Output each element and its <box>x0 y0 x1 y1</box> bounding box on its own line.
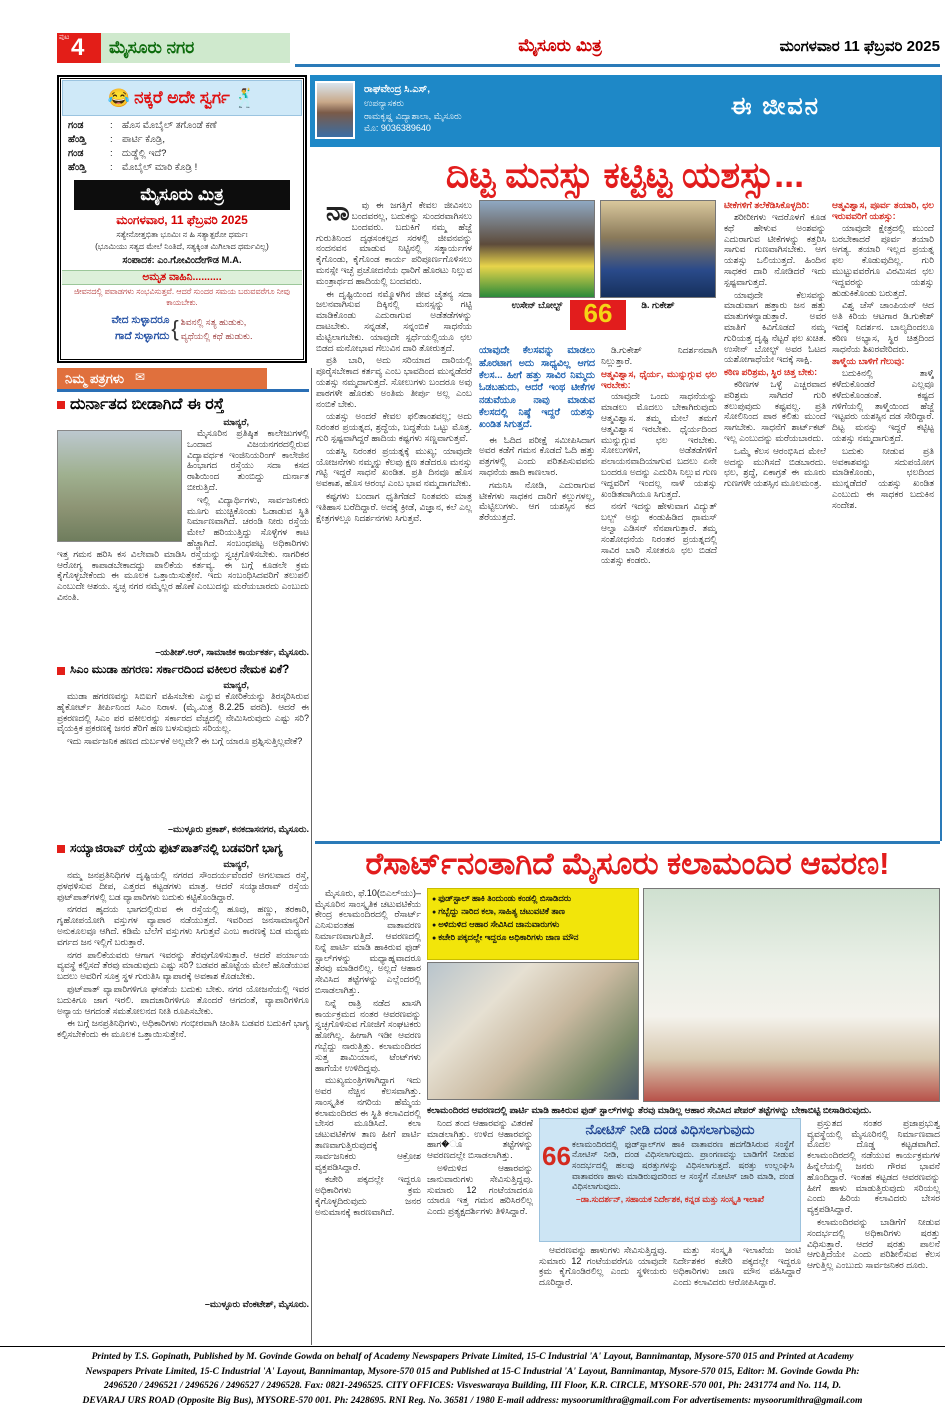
quote-signature: –ಡಾ.ಸುದರ್ಶನ್, ಸಹಾಯಕ ನಿರ್ದೇಶಕ, ಕನ್ನಡ ಮತ್ತು ಸಂಸ್ಕೃತಿ ಇಲಾಖೆ <box>576 1193 764 1204</box>
bullets-and-photo-block <box>427 888 639 1102</box>
quote-block <box>539 1118 801 1336</box>
shloka-meaning: (ಭೂಮಿಯು ಸತ್ಯದ ಮೇಲೆ ನಿಂತಿದೆ, ಸತ್ಯಕ್ಕಿಂತ ಮಿಗಿಲಾದ ಧರ್ಮವಿಲ್ಲ) <box>95 242 269 252</box>
paragraph: ಮೈಸೂರಿನ ಪ್ರತಿಷ್ಠಿತ ಕಾಲೇಜುಗಳಲ್ಲಿ ಒಂದಾದ ವಿಜಯನಗರದಲ್ಲಿರುವ ವಿದ್ಯಾವರ್ಧಕ ಇಂಜಿನಿಯರಿಂಗ್ ಕಾಲೇಜಿನ ಹಿಂಭಾಗದ ರಸ್ತೆಯು ಸದಾ ಕಸದ ರಾಶಿಯಿಂದ ತುಂಬಿದ್ದು ದುರ್ನಾತ ಬೀರುತ್ತಿದೆ. <box>187 428 309 492</box>
colon: : <box>110 120 113 131</box>
pull-quote: ಯಾವುದೇ ಕೆಲಸವನ್ನು ಮಾಡಲು ಹೊರಟಾಗ ಅದು ಸಾಧ್ಯವಿಲ್ಲ ಆಗದ ಕೆಲಸ... ಹೀಗೆ ಹತ್ತು ಸಾವಿರ ನಿಮ್ಮದು ಓಡಬಹುದು, ಆದರೆ ಇಂಥ ಟೀಕೆಗಳ ನಡುವೆಯೂ ನಾವು ಮಾಡುವ ಕೆಲಸದಲ್ಲಿ ನಿಷ್ಠೆ ಇದ್ದರೆ ಯಶಸ್ಸು ಖಂಡಿತ ಸಿಗುತ್ತದೆ. <box>479 345 595 431</box>
column5-text-b <box>832 368 934 510</box>
envelope-icon: ✉ <box>135 370 146 384</box>
joke-line <box>68 134 296 145</box>
article-subhead: ಕಠಿಣ ಪರಿಶ್ರಮ, ಸ್ಥಿರ ಚಿತ್ತ ಬೇಕು: <box>724 367 818 378</box>
shloka-line: ಸತ್ಯೇನೋತ್ತಭಿತಾ ಭೂಮಿಃ ನ ಹಿ ಸತ್ಯಾತ್ಪರೋ ಧರ್ಮಃ <box>116 230 248 239</box>
author-org: ರಾಮಕೃಷ್ಣ ವಿದ್ಯಾಶಾಲಾ, ಮೈಸೂರು <box>364 110 462 121</box>
paragraph: ● ಗಬ್ಬೆದ್ದು ನಾರಿದ ಕಲಾ, ಸಾಹಿತ್ಯ ಚಟುವಟಿಕೆ ತಾಣ <box>432 905 634 918</box>
vertical-divider <box>311 368 312 1345</box>
letter-title: ಸಿಎಂ ಮುಡಾ ಹಗರಣ: ಸರ್ಕಾರದಿಂದ ವಕೀಲರ ನೇಮಕ ಏಕೆ? <box>70 664 290 676</box>
paragraph: ಗಮನಿಸಿ ನೋಡಿ, ಎದುರಾಗುವ ಟೀಕೆಗಳು ಸಾಧಕನ ದಾರಿಗೆ ಕಲ್ಲುಗಳಲ್ಲ, ಮೆಟ್ಟಿಲುಗಳು. ಆಗ ಯಶಸ್ಸಿನ ಕದ ತೆರೆಯುತ್ತದೆ. <box>479 479 595 523</box>
article-subhead: ಆತ್ಮವಿಶ್ವಾಸ, ಪೂರ್ವ ತಯಾರಿ, ಛಲ ಇರುವವರಿಗೆ ಯಶಸ್ಸು: <box>832 200 934 221</box>
veda-line2: ಗಾದೆ ಸುಳ್ಳಾಗದು <box>115 330 170 343</box>
header-section-title: ಮೈಸೂರು ನಗರ <box>109 38 195 57</box>
masthead-center: ಮೈಸೂರು ಮಿತ್ರ <box>518 36 602 55</box>
article-middle-block <box>479 200 717 818</box>
red-square-bullet-icon <box>57 845 65 853</box>
paragraph: ಅಳಿದುಳಿದ ಆಹಾರವನ್ನು ಜಾನುವಾರುಗಳು ಸೇವಿಸುತ್ತಿದ್ದವು. ಸುಮಾರು 12 ಗಂಟೆಯಾದರೂ ಯಾರೂ ಇತ್ತ ಗಮನ ಹರಿಸಿರಲಿಲ್ಲ ಎಂದು ಪ್ರತ್ಯಕ್ಷದರ್ಶಿಗಳು ತಿಳಿಸಿದ್ದಾರೆ. <box>427 1162 533 1217</box>
letter-title-row <box>57 664 309 677</box>
joke-line <box>68 120 296 131</box>
speaker-label: ಗಂಡ <box>68 120 84 131</box>
column4-text-a <box>724 212 826 365</box>
colon: : <box>110 162 113 173</box>
article-subhead: ಆತ್ಮವಿಶ್ವಾಸ, ಧೈರ್ಯ, ಮುನ್ನುಗ್ಗುವ ಛಲ ಇರಬೇಕು: <box>601 368 717 390</box>
amrita-text: ಜೀವನದಲ್ಲಿ ಪವಾಡಗಳು ಸಂಭವಿಸುತ್ತವೆ. ಆದರೆ ಸುಂದರ ಸಮಯ ಬರುವವರೆಗೂ ನೀವು ಕಾಯಬೇಕು. <box>73 286 291 307</box>
joke-dialog <box>62 116 302 178</box>
column4-text-b <box>724 379 826 489</box>
page-number-box <box>57 33 101 63</box>
paragraph: ಈ ದೃಷ್ಟಿಯಿಂದ ನಮ್ಮೊಳಗಿನ ಜೀವ ಚೈತನ್ಯ ಸದಾ ಜಲನವಾಗಿಸುವ ದಿಕ್ಕಿನಲ್ಲಿ ಮನಸ್ಸನ್ನು ಗಟ್ಟಿ ಮಾಡಿಕೊಂಡು ಎದುರಾಗುವ ಅಡೆತಡೆಗಳನ್ನು ದಾಟಬೇಕು. ಸನ್ನಡತೆ, ಸನ್ನಂಬಿಕೆ ಸಾಧನೆಯ ಮೆಟ್ಟಿಲಾಗಬೇಕು. ಯಾವುದೇ ಸ್ಪರ್ಧೆಯಲ್ಲಿಯೂ ಛಲ ಬಿಡದ ಮನೋಭಾವ ಗೆಲುವಿನ ದಾರಿ ತೋರುತ್ತದೆ. <box>316 288 472 353</box>
veda-line1: ವೇದ ಸುಳ್ಳಾದರೂ <box>111 314 170 327</box>
middle-columns <box>479 345 717 797</box>
veda-labels <box>112 313 170 345</box>
paragraph: ಕಠಿಣಗಳ ಒಳ್ಳೆ ಎಚ್ಚರವಾದ ಪರಿಶ್ರಮ ಸಾಗಿದರೆ ಗುರಿ ತಲುಪುವುದು ಕಷ್ಟವಲ್ಲ. ಪ್ರತಿ ಸೋಲಿನಿಂದ ಪಾಠ ಕಲಿತು ಮುಂದೆ ಸಾಗಬೇಕು. ಸಾಧನೆಗೆ ಶಾರ್ಟ್‌ಕಟ್ ಇಲ್ಲ ಎಂಬುದನ್ನು ಮರೆಯಬಾರದು. <box>724 378 826 443</box>
letters-section <box>57 368 309 1345</box>
paragraph: ಬದುಕು ನೀಡುವ ಪ್ರತಿ ಅವಕಾಶವನ್ನು ಸದುಪಯೋಗ ಮಾಡಿಕೊಂಡು, ಛಲದಿಂದ ಮುನ್ನಡೆದರೆ ಯಶಸ್ಸು ಖಂಡಿತ ಎಂಬುದು ಈ ಸಾಧಕರ ಬದುಕಿನ ಸಂದೇಶ. <box>832 445 934 510</box>
dialog-text: ದುಡ್ಡೆಲ್ಲಿ ಇದೆ? <box>122 148 167 159</box>
horizontal-divider <box>315 841 940 844</box>
letter-title: ಸಯ್ಯಾಜಿರಾವ್ ರಸ್ತೆಯ ಫುಟ್‌ಪಾತ್‌ನಲ್ಲಿ ಬಡವರಿಗೆ ಭಾಗ್ಯ <box>70 841 283 855</box>
box-date: ಮಂಗಳವಾರ, 11 ಫೆಬ್ರವರಿ 2025 <box>116 213 248 227</box>
paragraph: ನನಗೆ ಇದನ್ನು ಹೇಳುವಾಗ ವಿದ್ಯುತ್ ಬಲ್ಬ್ ಅನ್ನು ಕಂಡುಹಿಡಿದ ಥಾಮಸ್ ಆಲ್ವಾ ಎಡಿಸನ್ ನೆನಪಾಗುತ್ತಾರೆ. ತಮ್ಮ ಸಂಶೋಧನೆಯ ನಿರಂತರ ಪ್ರಯತ್ನದಲ್ಲಿ ಸಾವಿರ ಬಾರಿ ಸೋತರೂ ಛಲ ಬಿಡದೆ ಯಶಸ್ಸು ಕಂಡರು. <box>601 501 717 566</box>
paragraph: ಮತ್ತು ಸಂಸ್ಕೃತಿ ಇಲಾಖೆಯ ಜಂಟಿ ನಿರ್ದೇಶಕರ ಕಚೇರಿ ಪಕ್ಕದಲ್ಲೇ ಇದ್ದರೂ ಅಧಿಕಾರಿಗಳು ಜಾಣ ಮೌನ ವಹಿಸಿದ್ದಾರೆ ಎಂದು ಕಲಾವಿದರು ಆರೋಪಿಸಿದ್ದಾರೆ. <box>673 1244 801 1288</box>
below-quote-col1 <box>539 1245 667 1333</box>
paragraph: ಮೈಸೂರು, ಫೆ.10(ಬಿಎಲ್‌ಯು)– ಮೈಸೂರಿನ ಸಾಂಸ್ಕೃತಿಕ ಚಟುವಟಿಕೆಯ ಕೇಂದ್ರ ಕಲಾಮಂದಿರದಲ್ಲಿ ರೆಸಾರ್ಟ್ ಎನಿಸುವಂತಹ ವಾತಾವರಣ ನಿರ್ಮಾಣವಾಗುತ್ತಿದೆ. ಆವರಣದಲ್ಲಿ ನಿನ್ನೆ ಪಾರ್ಟಿ ಮಾಡಿ ಹಾಕಿರುವ ಫುಡ್ ಸ್ಟಾಲ್‌ಗಳನ್ನು ಮಧ್ಯಾಹ್ನವಾದರೂ ತೆರವು ಮಾಡಿರಲಿಲ್ಲ. ಅಲ್ಲದೆ ಆಹಾರ ಸೇವಿಸಿದ ತಟ್ಟೆಗಳನ್ನು ಎಲ್ಲೆಂದರಲ್ಲಿ ಬಿಸಾಡಲಾಗಿತ್ತು. <box>315 887 421 995</box>
photo-frame <box>479 200 595 311</box>
imprint-line: 2496520 / 2496521 / 2496526 / 2496527 / 2496528. Fax: 0821-2496525. CITY OFFICES: Visveswaraya Building, III Floor, K.R. CIRCLE, MYSORE-570 001, Ph: 2431774 and No. 114, D. <box>103 1381 842 1392</box>
bottom-right-area <box>427 888 940 1338</box>
paragraph: ಮುಡಾ ಹಗರಣವನ್ನು ಸಿಬಿಐಗೆ ವಹಿಸಬೇಕು ಎನ್ನುವ ಕೋರಿಕೆಯನ್ನು ತಿರಸ್ಕರಿಸಿರುವ ಹೈಕೋರ್ಟ್ ತೀರ್ಪಿನಿಂದ ಸಿಎಂ ನಿರಾಳ. (ಮೈ.ಮಿತ್ರ 8.2.25 ವರದಿ). ಆದರೆ ಈ ಪ್ರಕರಣದಲ್ಲಿ ಸಿಎಂ ಪರ ವಕೀಲರನ್ನು ಸರ್ಕಾರದ ವೆಚ್ಚದಲ್ಲಿ ನೇಮಿಸಿರುವುದು ಎಷ್ಟು ಸರಿ? ವೈಯಕ್ತಿಕ ಪ್ರಕರಣಕ್ಕೆ ಜನರ ತೆರಿಗೆ ಹಣ ಬಳಸುವುದು ಸರಿಯಲ್ಲ. <box>57 691 309 734</box>
below-quote-col2 <box>673 1245 801 1333</box>
photos-row <box>427 888 940 1102</box>
highlight-bullet-box <box>427 888 639 960</box>
quote-mark-badge: 66 <box>570 300 626 330</box>
paragraph: ಕಲಾಮಂದಿರವನ್ನು ಬಾಡಿಗೆಗೆ ನೀಡುವ ಸಂದರ್ಭದಲ್ಲಿ ಅಧಿಕಾರಿಗಳು ಷರತ್ತು ವಿಧಿಸುತ್ತಾರೆ. ಆದರೆ ಷರತ್ತು ಪಾಲನೆ ಆಗುತ್ತಿದೆಯೇ ಎಂದು ಪರಿಶೀಲಿಸುವ ಕೆಲಸ ಆಗುತ್ತಿಲ್ಲ ಎಂಬುದು ಸಾರ್ವಜನಿಕರ ದೂರು. <box>807 1216 940 1271</box>
dancing-figure-icon: 🕺 <box>233 87 257 108</box>
paragraph: ಯಶಸ್ವಿ ನಿರಂತರ ಪ್ರಯತ್ನಕ್ಕೆ ಮುಖ್ಯ; ಯಾವುದೇ ಯೋಜನೆಗಳು ನಮ್ಮನ್ನು ಕೆಲವು ಕ್ಷಣ ತಡೆದರೂ ಮನಸ್ಸು ಗಟ್ಟಿ ಇದ್ದರೆ ಸಾಧನೆ ಖಂಡಿತ. ಪ್ರತಿ ದಿನವೂ ಹೊಸ ಅವಕಾಶ, ಹೊಸ ಆರಂಭ ಎಂಬ ಭಾವ ನಮ್ಮದಾಗಬೇಕು. <box>316 445 472 489</box>
author-banner <box>310 75 940 147</box>
colon: : <box>110 148 113 159</box>
cow-garbage-photo <box>427 962 639 1100</box>
paragraph: ● ಅಳಿದುಳಿದ ಆಹಾರ ಸೇವಿಸಿದ ಜಾನುವಾರುಗಳು <box>432 918 634 931</box>
paragraph: ನಿನ್ನೆ ರಾತ್ರಿ ನಡೆದ ಖಾಸಗಿ ಕಾರ್ಯಕ್ರಮದ ನಂತರ ಆವರಣವನ್ನು ಸ್ವಚ್ಛಗೊಳಿಸುವ ಗೋಜಿಗೆ ಸಂಘಟಕರು ಹೋಗಿಲ್ಲ. ಹೀಗಾಗಿ ಇಡೀ ಆವರಣ ಗಬ್ಬೆದ್ದು ನಾರುತ್ತಿತ್ತು. ಕಲಾಮಂದಿರದ ಸುತ್ತ ಶಾಮಿಯಾನ, ಟೆಂಟ್‌ಗಳು ಹಾಗೆಯೇ ಉಳಿದಿದ್ದವು. <box>315 997 421 1073</box>
joke-masthead-box <box>57 75 307 363</box>
paragraph: ಯಶಸ್ಸು ಅಂದರೆ ಕೇವಲ ಫಲಿತಾಂಶವಲ್ಲ; ಅದು ನಿರಂತರ ಪ್ರಯತ್ನದ, ಶ್ರದ್ಧೆಯ, ಬದ್ಧತೆಯ ಒಟ್ಟು ಮೊತ್ತ. ಗುರಿ ಸ್ಪಷ್ಟವಾಗಿದ್ದರೆ ಹಾದಿಯ ಕಷ್ಟಗಳು ಸಣ್ಣವಾಗುತ್ತವೆ. <box>316 411 472 443</box>
brace-glyph: { <box>171 316 179 342</box>
below-quote-columns <box>539 1245 801 1333</box>
photo-frame <box>600 200 716 311</box>
letter-signature: –ಯತೀಶ್.ಆರ್, ಸಾಮಾಜಿಕ ಕಾರ್ಯಕರ್ತ, ಮೈಸೂರು. <box>155 647 309 657</box>
letters-banner-title: ನಿಮ್ಮ ಪತ್ರಗಳು <box>57 368 267 389</box>
main-headline: ದಿಟ್ಟ ಮನಸ್ಸು ಕಟ್ಟಿಟ್ಟ ಯಶಸ್ಸು... <box>445 154 805 195</box>
main-article-body <box>310 200 940 818</box>
letter-signature: –ಮುಳ್ಳೂರು ವೆಂಕಟೇಶ್, ಮೈಸೂರು. <box>204 1299 309 1309</box>
veda-right1: ಶಿವನಲ್ಲಿ ಸತ್ಯ ಹುಡುಕು, <box>180 316 247 327</box>
article-subhead: ತಾಳ್ಮೆಯ ಬಾಳಿಗೆ ಗೆಲುವು: <box>832 356 905 367</box>
paragraph: ಪ್ರತಿ ಬಾರಿ, ಅದು ಸರಿಯಾದ ದಾರಿಯಲ್ಲಿ ಪೂರೈಸಬೇಕಾದ ಕರ್ತವ್ಯ ಎಂಬ ಭಾವದಿಂದ ಮುನ್ನಡೆದರೆ ಯಶಸ್ಸು ನಮ್ಮದಾಗುತ್ತದೆ. ಸೋಲುಗಳು ಬಂದರೂ ಅವು ಪಾಠಗಳೇ ಹೊರತು ಅಂತಿಮ ತೀರ್ಪು ಅಲ್ಲ ಎಂಬ ನಂಬಿಕೆ ಬೇಕು. <box>316 355 472 409</box>
letter-body <box>57 691 309 823</box>
paragraph: ಫುಟ್‌ಪಾತ್ ವ್ಯಾಪಾರಿಗಳಿಗೂ ಘನತೆಯ ಬದುಕು ಬೇಕು. ನಗರ ಯೋಜನೆಯಲ್ಲಿ ಇವರ ಬದುಕಿಗೂ ಜಾಗ ಇರಲಿ. ಪಾದಚಾರಿಗಳಿಗೂ ತೊಂದರೆ ಆಗದಂತೆ, ವ್ಯಾಪಾರಿಗಳಿಗೂ ಅನ್ಯಾಯ ಆಗದಂತೆ ಸಮತೋಲನದ ನೀತಿ ರೂಪಿಸಬೇಕು. <box>57 983 309 1016</box>
paragraph: ಮುಖ್ಯಮಂತ್ರಿಗಳಾಗಿದ್ದಾಗ ಇದು ಅವರ ನೆಚ್ಚಿನ ಕೆಲಸವಾಗಿತ್ತು. ಸಾಂಸ್ಕೃತಿಕ ನಗರಿಯ ಹೆಮ್ಮೆಯ ಕಲಾಮಂದಿರದ ಈ ಸ್ಥಿತಿ ಕಲಾವಿದರಲ್ಲಿ ಬೇಸರ ಮೂಡಿಸಿದೆ. ಕಲಾ ಚಟುವಟಿಕೆಗಳ ತಾಣ ಹೀಗೆ ಪಾರ್ಟಿ ತಾಣವಾಗುತ್ತಿರುವುದಕ್ಕೆ ಸಾರ್ವಜನಿಕರು ಆಕ್ರೋಶ ವ್ಯಕ್ತಪಡಿಸಿದ್ದಾರೆ. <box>315 1075 421 1172</box>
author-role: ಉಪನ್ಯಾಸಕರು <box>364 98 404 108</box>
paragraph: ಇದು ಸಾರ್ವಜನಿಕ ಹಣದ ದುರ್ಬಳಕೆ ಅಲ್ಲವೇ? ಈ ಬಗ್ಗೆ ಯಾರೂ ಪ್ರಶ್ನಿಸುತ್ತಿಲ್ಲವೇಕೆ? <box>67 736 303 747</box>
bottom-article-content <box>315 888 940 1338</box>
header-rule <box>295 64 940 67</box>
photo-caption: ಡಿ. ಗುಕೇಶ್ <box>641 300 675 311</box>
letter-title: ದುರ್ನಾತದ ಬೀಡಾಗಿದೆ ಈ ರಸ್ತೆ <box>70 396 225 413</box>
official-quote-box <box>539 1118 801 1242</box>
paragraph: ● ಫುಡ್‌ಸ್ಟಾಲ್ ಹಾಕಿ ತಿಂದುಂಡು ಕಂಡಲ್ಲಿ ಬಿಸಾಡಿದರು <box>432 892 634 905</box>
paragraph: ಇಲ್ಲಿ ವಿದ್ಯಾರ್ಥಿಗಳು, ಸಾರ್ವಜನಿಕರು ಮೂಗು ಮುಚ್ಚಿಕೊಂಡು ಓಡಾಡುವ ಸ್ಥಿತಿ ನಿರ್ಮಾಣವಾಗಿದೆ. ಚರಂಡಿ ನೀರು ರಸ್ತೆಯ ಮೇಲೆ ಹರಿಯುತ್ತಿದ್ದು ಸೊಳ್ಳೆಗಳ ಕಾಟ ಹೆಚ್ಚಾಗಿದೆ. ಸಂಬಂಧಪಟ್ಟ ಅಧಿಕಾರಿಗಳು ಇತ್ತ ಗಮನ ಹರಿಸಿ ಕಸ ವಿಲೇವಾರಿ ಮಾಡಿಸಿ ರಸ್ತೆಯನ್ನು ಸ್ವಚ್ಛಗೊಳಿಸಬೇಕು. ನಾಗರಿಕರ ಆರೋಗ್ಯ ಕಾಪಾಡಬೇಕಾದದ್ದು ಪಾಲಿಕೆಯ ಕರ್ತವ್ಯ. ಈ ಬಗ್ಗೆ ಕೂಡಲೇ ಕ್ರಮ ಕೈಗೊಳ್ಳಬೇಕೆಂದು ಈ ಮೂಲಕ ಒತ್ತಾಯಿಸುತ್ತೇನೆ. ಇದು ಸಂಬಂಧಿಸಿದವರಿಗೆ ತಲುಪಲಿ ಎಂಬುದೇ ಆಶಯ. ಸ್ವಚ್ಛ ನಗರ ನಮ್ಮೆಲ್ಲರ ಹೊಣೆ ಎಂಬುದನ್ನು ಮರೆಯಬಾರದು ಎಂಬುದು ವಿನಂತಿ. <box>57 494 309 602</box>
letter-text <box>57 870 309 1040</box>
bottom-column-1 <box>315 888 421 1338</box>
speaker-label: ಹೆಂಡ್ತಿ <box>68 134 86 145</box>
letter-body <box>57 428 309 646</box>
gukesh-photo <box>600 200 716 298</box>
photo-caption: ಉಸೇನ್ ಬೋಲ್ಟ್ <box>511 300 563 311</box>
paragraph: ನಮ್ಮ ಜನಪ್ರತಿನಿಧಿಗಳ ದೃಷ್ಟಿಯಲ್ಲಿ ನಗರದ ಸೌಂದರ್ಯವೆಂದರೆ ಅಗಲವಾದ ರಸ್ತೆ, ಥಳಥಳಿಸುವ ದೀಪ, ಎತ್ತರದ ಕಟ್ಟಡಗಳು ಮಾತ್ರ. ಆದರೆ ಸಯ್ಯಾಜಿರಾವ್ ರಸ್ತೆಯ ಫುಟ್‌ಪಾತ್‌ಗಳಲ್ಲಿ ಬಡ ವ್ಯಾಪಾರಿಗಳು ಬದುಕು ಕಟ್ಟಿಕೊಂಡಿದ್ದಾರೆ. <box>57 870 309 902</box>
header-date: ಮಂಗಳವಾರ 11 ಫೆಬ್ರವರಿ 2025 <box>779 38 940 55</box>
box-masthead: ಮೈಸೂರು ಮಿತ್ರ <box>74 180 290 210</box>
imprint-line: DEVARAJ URS ROAD (Opposite Big Bus), MYSORE-570 001. Ph: 2428695. RNI Reg. No. 36581 / 1980 E-mail address: mysoorumithra@gmail.com For advertisements: mysoorumithra@gmail.com <box>82 1396 863 1407</box>
paragraph: ಡಿ.ಗುಕೇಶ್ ನಿದರ್ಶನವಾಗಿ ನಿಲ್ಲುತ್ತಾರೆ. <box>601 345 717 366</box>
editor-line: ಸಂಪಾದಕ: ಎಂ.ಗೋವಿಂದೇಗೌಡ M.A. <box>122 254 242 266</box>
article-right-block <box>724 200 934 818</box>
laughing-emoji-icon: 😂 <box>107 87 131 108</box>
veda-right2: ವ್ಯಥೆಯಲ್ಲಿ ಕಥೆ ಹುಡುಕು. <box>180 331 253 342</box>
letter-signature: –ಮುಳ್ಳೂರು ಪ್ರಕಾಶ್, ಕನಕದಾಸನಗರ, ಮೈಸೂರು. <box>168 824 309 834</box>
colon: : <box>110 134 113 145</box>
paragraph: ಪ್ರಸ್ತುತದ ನಂತರ ಪ್ರಜಾಪ್ರಭುತ್ವ ವ್ಯವಸ್ಥೆಯಲ್ಲಿ ಮೈಸೂರಿನಲ್ಲಿ ನಿರ್ಮಾಣವಾದ ಮೊದಲ ದೊಡ್ಡ ಕಟ್ಟಡವಾಗಿದೆ. ಕಲಾಮಂದಿರದಲ್ಲಿ ನಡೆಯುವ ಕಾರ್ಯಕ್ರಮಗಳ ಹಿನ್ನೆಲೆಯಲ್ಲಿ ಜನರು ಗೌರವ ಭಾವನೆ ಹೊಂದಿದ್ದಾರೆ. ಇಂತಹ ಕಟ್ಟಡದ ಆವರಣವನ್ನು ಹೀಗೆ ಹಾಳು ಮಾಡುತ್ತಿರುವುದು ಸರಿಯಲ್ಲ ಎಂದು ಹಿರಿಯ ಕಲಾವಿದರು ಬೇಸರ ವ್ಯಕ್ತಪಡಿಸಿದ್ದಾರೆ. <box>807 1117 940 1215</box>
bottom-headline: ರೆಸಾರ್ಟ್‌ನಂತಾಗಿದೆ ಮೈಸೂರು ಕಲಾಮಂದಿರ ಆವರಣ! <box>365 846 890 881</box>
column-section-label: ಈ ಜೀವನ <box>730 93 820 120</box>
joke-line <box>68 148 296 159</box>
author-photo <box>315 81 355 139</box>
veda-gaade-block <box>62 313 302 345</box>
dialog-text: ಪಾರ್ಟಿ ಕೊಡ್ರಿ, <box>122 134 165 145</box>
column5-text-a <box>832 223 934 355</box>
bottom-column-3 <box>807 1118 940 1336</box>
imprint-footer <box>30 1350 915 1409</box>
paragraph: ನಾವು ಈ ಜಗತ್ತಿಗೆ ಕೇವಲ ಜೀವಿಸಲು ಬಂದವರಲ್ಲ, ಬದುಕನ್ನು ಸುಂದರವಾಗಿಸಲು ಬಂದವರು. ಬದುಕಿಗೆ ನಮ್ಮ ಹೆಜ್ಜೆ ಗುರುತಿನಿಂದ ದೃಢಸಂಕಲ್ಪದ ಸರಳಲ್ಲಿ ಜೀವನವನ್ನು ನಂದನವನ ಮಾಡುವ ನಿಟ್ಟಿನಲ್ಲಿ ಸತ್ಕಾರ್ಯಗಳ ಕೈಗೊಂಡು, ಕೈಗೊಂಡ ಕಾರ್ಯ ಪರಿಪೂರ್ಣಗೊಳಿಸಲು ಮನಸ್ಸೇ ಇಚ್ಛೆ ಪ್ರಚೋದನೆಯ ಧಾರಿಗೆ ಹೊರಟು ನಿಲ್ಲುವ ಮಂತ್ರಾರ್ಥದ ಹಾದಿಯಲ್ಲಿ ಬಂದವರು. <box>316 200 472 286</box>
middle-column-right <box>601 345 717 797</box>
letter-salutation: ಮಾನ್ಯರೆ, <box>223 680 249 690</box>
imprint-line: Newspapers Private Limited, 15-C Industrial 'A' Layout, Bannimantap, Mysore-570 015 and Published at 15-C Industrial 'A' Layout, Bannimantap, Mysore-570 015, Editor: M. Govinde Gowda Ph: <box>85 1366 860 1377</box>
letter-item <box>57 664 309 835</box>
photo-caption: ಕಲಾಮಂದಿರದ ಆವರಣದಲ್ಲಿ ಪಾರ್ಟಿ ಮಾಡಿ ಹಾಕಿರುವ ಫುಡ್ ಸ್ಟಾಲ್‌ಗಳನ್ನು ತೆರವು ಮಾಡಿಲ್ಲ ಆಹಾರ ಸೇವಿಸಿದ ಪೇಪರ್ ತಟ್ಟೆಗಳನ್ನು ಬೇಕಾಬಿಟ್ಟಿ ಬೀಸಾಡಿರುವುದು. <box>427 1104 872 1115</box>
middle-column-left <box>479 345 595 797</box>
imprint-line: Printed by T.S. Gopinath, Published by M. Govinde Gowda on behalf of Academy Newspapers Private Limited, 15-C Industrial 'A' Layout, Bannimantap, Mysore-570 015 and Printed at Academy <box>91 1352 854 1362</box>
paragraph: ● ಕಚೇರಿ ಪಕ್ಕದಲ್ಲೇ ಇದ್ದರೂ ಅಧಿಕಾರಿಗಳು ಜಾಣ ಮೌನ <box>432 931 634 944</box>
author-info <box>364 83 462 135</box>
red-square-bullet-icon <box>57 401 65 409</box>
article-column-1 <box>316 200 472 818</box>
bottom-article <box>315 845 940 1345</box>
main-article <box>310 75 942 841</box>
veda-sayings <box>181 315 253 344</box>
bottom-text-row <box>427 1118 940 1336</box>
tents-photo <box>643 888 940 1102</box>
paragraph: ಶರೀರೀಗಳು ಇದರೊಳಗೆ ಕೂಡ ಕಥೆ ಹೇಳುವ ಅಂಶವನ್ನು ಎದುರಾಗುವ ಟೀಕೆಗಳನ್ನು ಕತ್ತರಿಸಿ ಸಾಗುವ ಗುಣವಾಗಿಸಬೇಕು. ಆಗ ಯಶಸ್ಸು ಒಲಿಯುತ್ತದೆ. ಹಿಂದಿನ ಸಾಧಕರ ದಾರಿ ನೋಡಿದರೆ ಇದು ಸ್ಪಷ್ಟವಾಗುತ್ತದೆ. <box>724 211 826 287</box>
paragraph: ಯಾವುದೇ ಕೆಲಸವನ್ನು ಮಾಡುವಾಗ ಹತ್ತಾರು ಜನ ಹತ್ತು ಮಾತುಗಳನ್ನಾಡುತ್ತಾರೆ. ಅವರ ಮಾತಿಗೆ ಕಿವಿಗೊಡದೆ ನಮ್ಮ ಗುರಿಯತ್ತ ದೃಷ್ಟಿ ನೆಟ್ಟರೆ ಫಲ ಖಚಿತ. ಉಸೇನ್ ಬೋಲ್ಟ್ ಅವರ ಓಟದ ಯಶೋಗಾಥೆಯೇ ಇದಕ್ಕೆ ಸಾಕ್ಷಿ. <box>724 289 826 365</box>
letter-title-row <box>57 396 309 414</box>
paragraph: ನಗರ ಪಾಲಿಕೆಯವರು ಆಗಾಗ ಇವರನ್ನು ತೆರವುಗೊಳಿಸುತ್ತಾರೆ. ಆದರೆ ಪರ್ಯಾಯ ವ್ಯವಸ್ಥೆ ಕಲ್ಪಿಸದೆ ತೆರವು ಮಾಡುವುದು ಎಷ್ಟು ಸರಿ? ಬಡವರ ಹೊಟ್ಟೆಯ ಮೇಲೆ ಹೊಡೆಯುವ ಬದಲು ಅವರಿಗೆ ಸೂಕ್ತ ಸ್ಥಳ ಗುರುತಿಸಿ ವ್ಯಾಪಾರಕ್ಕೆ ಅವಕಾಶ ಕೊಡಬೇಕು. <box>57 949 309 982</box>
usain-bolt-photo <box>479 200 595 298</box>
paragraph: ನಿಂದ ತಂದ ಆಹಾರವನ್ನು ವಿತರಣೆ ಮಾಡಲಾಗಿತ್ತು. ಉಳಿದ ಆಹಾರವನ್ನು ಹಾಗ�ೂ ತಟ್ಟೆಗಳನ್ನು ಆವರಣದಲ್ಲೇ ಬಿಸಾಡಲಾಗಿತ್ತು. <box>427 1117 533 1161</box>
paragraph: ಈ ಓದಿದ ಪರೀಕ್ಷೆ ಸಮೀಪಿಸಿದಾಗ ಅವರ ಕಡೆಗೆ ಗಮನ ಕೊಡದೆ ಓದಿ ಹತ್ತು ಪತ್ರಗಳಲ್ಲಿ ಎಂದು ಪರಿತಪಿಸುವವನು ಸಾಧನೆಯ ಹಾದಿ ಕಾಣಲಾರ. <box>479 434 595 477</box>
dialog-text: ಹೊಸ ಮೊಬೈಲ್ ತಗೊಂಡೆ ಕಣೆ <box>122 120 217 131</box>
speaker-label: ಹೆಂಡ್ತಿ <box>68 162 86 173</box>
page-label: ಪುಟ <box>59 34 70 41</box>
paragraph: ಯಾವುದೇ ಕ್ಷೇತ್ರದಲ್ಲಿ ಮುಂದೆ ಬರಬೇಕಾದರೆ ಪೂರ್ವ ತಯಾರಿ ಅಗತ್ಯ. ತಯಾರಿ ಇಲ್ಲದ ಪ್ರಯತ್ನ ಫಲ ಕೊಡುವುದಿಲ್ಲ. ಗುರಿ ಮುಟ್ಟುವವರೆಗೂ ವಿರಮಿಸದ ಛಲ ಇದ್ದವರನ್ನು ಯಶಸ್ಸು ಹುಡುಕಿಕೊಂಡು ಬರುತ್ತದೆ. <box>832 222 934 298</box>
article-column-5 <box>832 200 934 818</box>
letter-salutation: ಮಾನ್ಯರೆ, <box>223 859 249 869</box>
letter-salutation: ಮಾನ್ಯರೆ, <box>223 417 249 427</box>
paragraph: ಕಷ್ಟಗಳು ಬಂದಾಗ ಧೃತಿಗೆಡದೆ ನಿಂತವರು ಮಾತ್ರ ಇತಿಹಾಸ ಬರೆದಿದ್ದಾರೆ. ಅದಕ್ಕೆ ಕ್ರೀಡೆ, ವಿಜ್ಞಾನ, ಕಲೆ ಎಲ್ಲ ಕ್ಷೇತ್ರಗಳಲ್ಲೂ ನಿದರ್ಶನಗಳು ಸಿಗುತ್ತವೆ. <box>316 490 472 523</box>
road-photo <box>57 430 182 542</box>
paragraph: ಒಮ್ಮೆ ಕೆಲಸ ಆರಂಭಿಸಿದ ಮೇಲೆ ಅದನ್ನು ಮುಗಿಸದೆ ಬಿಡಬಾರದು. ಛಲ, ಶ್ರದ್ಧೆ, ಏಕಾಗ್ರತೆ ಈ ಮೂರು ಗುಣಗಳೇ ಯಶಸ್ಸಿನ ಮೂಲಮಂತ್ರ. <box>724 445 826 489</box>
paragraph: ಕಚೇರಿ ಪಕ್ಕದಲ್ಲೇ ಇದ್ದರೂ ಅಧಿಕಾರಿಗಳು ಕ್ರಮ ಕೈಗೊಳ್ಳದಿರುವುದು ಜನರ ಅನುಮಾನಕ್ಕೆ ಕಾರಣವಾಗಿದೆ. <box>315 1174 421 1217</box>
quote-body: ಕಲಾಮಂದಿರದಲ್ಲಿ ಫುಡ್‌ಸ್ಟಾಲ್‌ಗಳ ಹಾಕಿ ವಾತಾವರಣ ಹದಗೆಡಿಸಿರುವ ಸಂಸ್ಥೆಗೆ ನೋಟಿಸ್ ನೀಡಿ, ದಂಡ ವಿಧಿಸಲಾಗುವುದು. ಪ್ರಾಂಗಣವನ್ನು ಬಾಡಿಗೆಗೆ ನೀಡುವ ಸಂದರ್ಭದಲ್ಲಿ ಹಲವು ಷರತ್ತುಗಳನ್ನು ವಿಧಿಸಲಾಗುತ್ತದೆ. ಷರತ್ತು ಉಲ್ಲಂಘಿಸಿ ವಾತಾವರಣ ಹಾಳು ಮಾಡಿರುವುದರಿಂದ ಆ ಸಂಸ್ಥೆಗೆ ನೋಟಿಸ್ ಜಾರಿ ಮಾಡಿ, ದಂಡ ವಿಧಿಸಲಾಗುವುದು. <box>572 1138 794 1192</box>
middle-right-lead <box>601 345 717 367</box>
joke-title-band <box>62 80 302 116</box>
page-number: 4 <box>71 34 85 61</box>
article-column-4 <box>724 200 826 818</box>
joke-title: ನಕ್ಕರೆ ಅದೇ ಸ್ವರ್ಗ <box>134 88 230 107</box>
photo-row <box>479 200 717 329</box>
article-subhead: ಟೀಕೆಗಳಿಗೆ ತಲೆಕೆಡಿಸಿಕೊಳ್ಳದಿರಿ: <box>724 200 810 211</box>
bottom-column-2 <box>427 1118 533 1336</box>
quote-title: ನೋಟಿಸ್ ನೀಡಿ ದಂಡ ವಿಧಿಸಲಾಗುವುದು <box>585 1121 755 1137</box>
quote-mark-icon: 66 <box>542 1140 571 1171</box>
amrita-title: ಅಮೃತ ವಾಹಿನಿ.......... <box>62 270 302 285</box>
paragraph: ನಗರದ ಹೃದಯ ಭಾಗದಲ್ಲಿರುವ ಈ ರಸ್ತೆಯಲ್ಲಿ ಹೂವು, ಹಣ್ಣು, ತರಕಾರಿ, ಗೃಹೋಪಯೋಗಿ ವಸ್ತುಗಳ ವ್ಯಾಪಾರ ನಡೆಯುತ್ತದೆ. ಇವರಿಂದ ಜನಸಾಮಾನ್ಯರಿಗೆ ಅನುಕೂಲವೂ ಆಗಿದೆ. ಕಡಿಮೆ ಬೆಲೆಗೆ ವಸ್ತುಗಳು ಸಿಗುತ್ತವೆ ಎಂಬ ಕಾರಣಕ್ಕೆ ಬಡ ಮಧ್ಯಮ ವರ್ಗದ ಜನ ಇಲ್ಲಿಗೆ ಬರುತ್ತಾರೆ. <box>57 904 309 947</box>
paragraph: ಆವರಣವನ್ನು ಹಾಳುಗಳು ಸೇವಿಸುತ್ತಿದ್ದವು. ಸುಮಾರು 12 ಗಂಟೆಯವರೆಗೂ ಯಾವುದೇ ಕ್ರಮ ಕೈಗೊಂಡಿರಲಿಲ್ಲ ಎಂದು ಸ್ಥಳೀಯರು ದೂರಿದ್ದಾರೆ. <box>539 1244 667 1288</box>
red-square-bullet-icon <box>57 667 65 675</box>
author-phone: ಮೊ: 9036389640 <box>364 123 431 134</box>
dialog-text: ಮೊಬೈಲ್ ಮಾರಿ ಕೊಡ್ರಿ ! <box>122 162 198 173</box>
speaker-label: ಗಂಡ <box>68 148 84 159</box>
paragraph: ಬದುಕಿನಲ್ಲಿ ತಾಳ್ಮೆ ಕಳೆದುಕೊಂಡರೆ ಎಲ್ಲವೂ ಕಳೆದುಕೊಂಡಂತೆ. ಕಷ್ಟದ ಗಳಿಗೆಯಲ್ಲಿ ತಾಳ್ಮೆಯಿಂದ ಹೆಜ್ಜೆ ಇಟ್ಟವರು ಯಶಸ್ಸಿನ ದಡ ಸೇರಿದ್ದಾರೆ. ದಿಟ್ಟ ಮನಸ್ಸು ಇದ್ದರೆ ಕಟ್ಟಿಟ್ಟ ಯಶಸ್ಸು ನಮ್ಮದಾಗುತ್ತದೆ. <box>832 368 934 443</box>
joke-line <box>68 162 296 173</box>
letter-text <box>57 691 309 747</box>
footer-divider <box>0 1346 945 1347</box>
paragraph: ಯಾವುದೇ ಒಂದು ಸಾಧನೆಯನ್ನು ಮಾಡಲು ಮೊದಲು ಬೇಕಾಗಿರುವುದು ಆತ್ಮವಿಶ್ವಾಸ. ತಮ್ಮ ಮೇಲೆ ತಮಗೆ ಆತ್ಮವಿಶ್ವಾಸ ಇರಬೇಕು. ಧೈರ್ಯದಿಂದ ಮುನ್ನುಗ್ಗುವ ಛಲ ಇರಬೇಕು. ಸೋಲುಗಳಿಗೆ, ಅಡೆತಡೆಗಳಿಗೆ ಪಲಾಯನವಾದಿಯಾಗುವ ಬದಲು ಏನೇ ಬಂದರೂ ಅದನ್ನು ಎದುರಿಸಿ ನಿಲ್ಲುವ ಗುಣ ಇದ್ದವರಿಗೆ ಇಂದಲ್ಲ ನಾಳೆ ಯಶಸ್ಸು ಖಂಡಿತವಾಗಿಯೂ ಸಿಗುತ್ತದೆ. <box>601 391 717 499</box>
letter-body <box>57 870 309 1298</box>
letter-item <box>57 841 309 1310</box>
author-name: ರಾಘವೇಂದ್ರ ಸಿ.ಎಸ್, <box>364 84 430 95</box>
middle-left-text <box>479 435 595 523</box>
letters-banner <box>57 368 309 392</box>
letter-title-row <box>57 841 309 856</box>
paragraph: ಈ ಬಗ್ಗೆ ಜನಪ್ರತಿನಿಧಿಗಳು, ಅಧಿಕಾರಿಗಳು ಗಂಭೀರವಾಗಿ ಚಿಂತಿಸಿ ಬಡವರ ಬದುಕಿಗೆ ಭಾಗ್ಯ ಕಲ್ಪಿಸಬೇಕೆಂದು ಈ ಮೂಲಕ ಒತ್ತಾಯಿಸುತ್ತೇನೆ. <box>57 1018 309 1040</box>
middle-right-text <box>601 391 717 566</box>
paragraph: ವಿಶ್ವ ಚೆಸ್ ಚಾಂಪಿಯನ್ ಆದ ಅತಿ ಕಿರಿಯ ಆಟಗಾರ ಡಿ.ಗುಕೇಶ್ ಇದಕ್ಕೆ ನಿದರ್ಶನ. ಬಾಲ್ಯದಿಂದಲೂ ಕಠಿಣ ಅಭ್ಯಾಸ, ಸ್ಥಿರ ಚಿತ್ತದಿಂದ ಸಾಧನೆಯ ಶಿಖರವೇರಿದರು. <box>832 300 934 354</box>
letter-item <box>57 396 309 658</box>
